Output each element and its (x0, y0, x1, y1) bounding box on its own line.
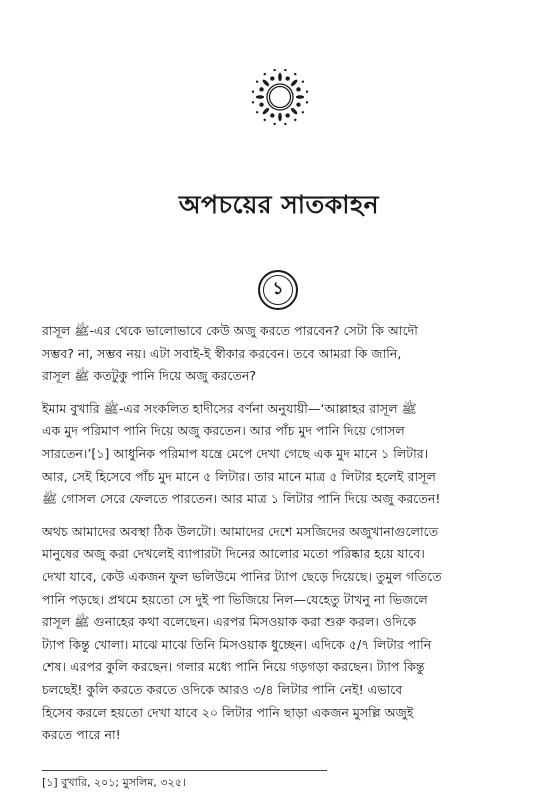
paragraph (42, 398, 516, 511)
text-line: সম্ভব? না, সম্ভব নয়। এটা সবাই-ই স্বীকার করবেন। তবে আমরা কি জানি, (42, 345, 402, 361)
circular-floral-ornament-icon (249, 66, 311, 128)
text-line: চলছেই! কুলি করতে করতে ওদিকে আরও ৩/৪ লিটার পানি নেই! এভাবে (42, 681, 403, 697)
text-line: শেষ। এরপর কুলি করছেন। গলার মধ্যে পানি নিয়ে গড়গড়া করছেন। ট্যাপ কিন্তু (42, 659, 425, 675)
text-line: করতে পারে না! (42, 727, 121, 743)
text-line: অথচ আমাদের অবস্থা ঠিক উলটো। আমাদের দেশে মসজিদের অজুখানাগুলোতে (42, 523, 439, 539)
chapter-title: অপচয়ের সাতকাহন (178, 190, 380, 219)
text-line: ইমাম বুখারি ﷺ-এর সংকলিত হাদীসের বর্ণনা অনুযায়ী—‘আল্লাহর রাসূল ﷺ (42, 400, 417, 416)
body-text (42, 320, 516, 757)
text-line: এক মুদ পরিমাণ পানি দিয়ে অজু করতেন। আর পাঁচ মুদ পানি দিয়ে গোসল (42, 423, 405, 439)
text-line: ﷺ গোসল সেরে ফেলতে পারতেন। আর মাত্র ১ লিটার পানি দিয়ে অজু করতেন! (42, 491, 441, 507)
paragraph (42, 521, 516, 747)
section-number: ১ (272, 279, 284, 299)
text-line: রাসূল ﷺ কতটুকু পানি দিয়ে অজু করতেন? (42, 368, 257, 384)
text-line: পানি পড়ছে। প্রথমে হয়তো সে দুই পা ভিজিয়ে নিল—যেহেতু টাখনু না ভিজলে (42, 591, 428, 607)
text-line: সারতেন।’[১] আধুনিক পরিমাপ যন্ত্রে মেপে দেখা গেছে এক মুদ মানে ১ লিটার। (42, 445, 429, 461)
text-line: রাসূল ﷺ গুনাহের কথা বলেছেন। এরপর মিসওয়াক করা শুরু করল। ওদিকে (42, 614, 417, 630)
text-line: হিসেব করলে হয়তো দেখা যাবে ২০ লিটার পানি ছাড়া একজন মুসল্লি অজুই (42, 704, 414, 720)
footnote-divider (42, 770, 327, 771)
paragraph (42, 320, 516, 388)
section-number-badge (258, 270, 298, 310)
text-line: রাসূল ﷺ-এর থেকে ভালোভাবে কেউ অজু করতে পারবেন? সেটা কি আদৌ (42, 323, 418, 338)
text-line: মানুষের অজু করা দেখলেই ব্যাপারটা দিনের আলোর মতো পরিষ্কার হয়ে যাবে। (42, 546, 425, 562)
text-line: দেখা যাবে, কেউ একজন ফুল ভলিউমে পানির ট্যাপ ছেড়ে দিয়েছে। তুমুল গতিতে (42, 568, 442, 584)
text-line: আর, সেই হিসেবে পাঁচ মুদ মানে ৫ লিটার। তার মানে মাত্র ৫ লিটার হলেই রাসূল (42, 468, 436, 484)
text-line: ট্যাপ কিন্তু খোলা। মাঝে মাঝে তিনি মিসওয়াক ধুচ্ছেন। এদিকে ৫/৭ লিটার পানি (42, 636, 432, 652)
footnote: [১] বুখারি, ২০১; মুসলিম, ৩২৫। (42, 776, 186, 789)
